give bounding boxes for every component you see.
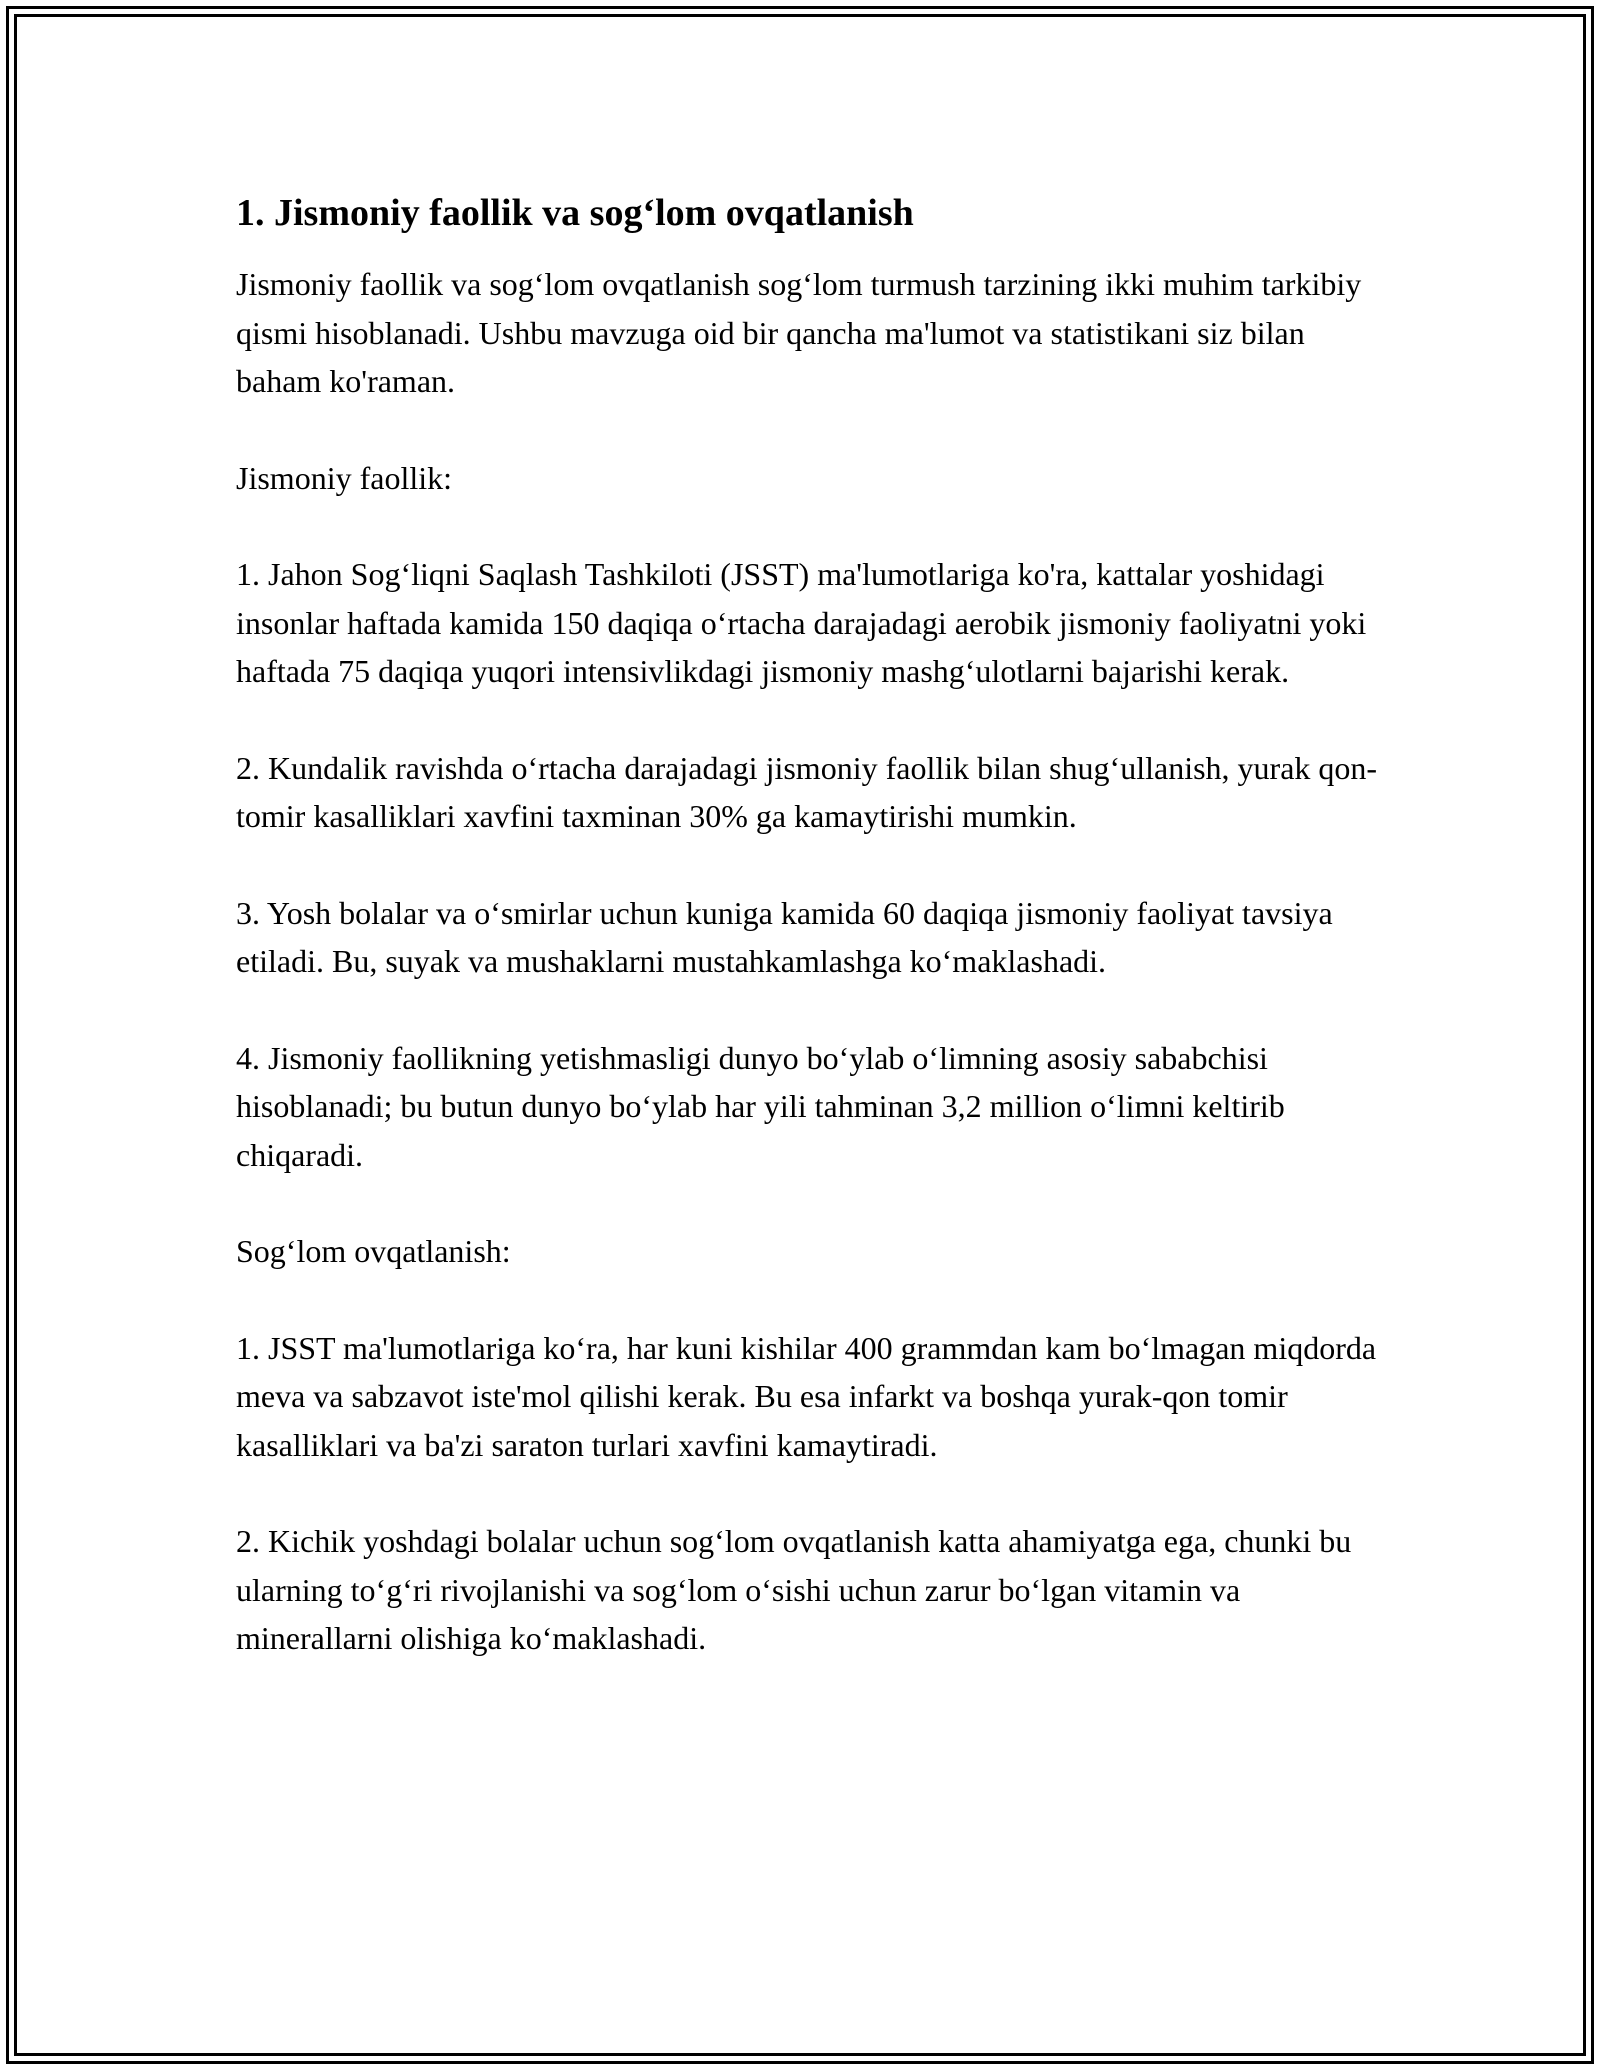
physical-activity-item-2: 2. Kundalik ravishda o‘rtacha darajadagi jismoniy faollik bilan shug‘ullanish, yurak qon-tomir kasalliklari xavfini taxminan 30% ga kamaytirishi mumkin. (236, 749, 1378, 834)
physical-activity-heading: Jismoniy faollik: (236, 459, 452, 496)
healthy-eating-item-1: 1. JSST ma'lumotlariga ko‘ra, har kuni kishilar 400 grammdan kam bo‘lmagan miqdorda meva va sabzavot iste'mol qilishi kerak. Bu esa infarkt va boshqa yurak-qon tomir kasalliklari va ba'zi saraton turlari xavfini kamaytiradi. (236, 1329, 1377, 1463)
physical-activity-item-3: 3. Yosh bolalar va o‘smirlar uchun kuniga kamida 60 daqiqa jismoniy faoliyat tavsiya etiladi. Bu, suyak va mushaklarni mustahkamlashga ko‘maklashadi. (236, 894, 1333, 979)
document-title: 1. Jismoniy faollik va sog‘lom ovqatlanish (236, 192, 914, 234)
intro-paragraph: Jismoniy faollik va sog‘lom ovqatlanish sog‘lom turmush tarzining ikki muhim tarkibiy qismi hisoblanadi. Ushbu mavzuga oid bir qancha ma'lumot va statistikani siz bilan baham ko'raman. (236, 266, 1362, 399)
healthy-eating-heading: Sog‘lom ovqatlanish: (236, 1233, 511, 1269)
healthy-eating-item-2: 2. Kichik yoshdagi bolalar uchun sog‘lom ovqatlanish katta ahamiyatga ega, chunki bu ularning to‘g‘ri rivojlanishi va sog‘lom o‘sishi uchun zarur bo‘lgan vitamin va minerallarni olishiga ko‘maklashadi. (236, 1523, 1352, 1656)
physical-activity-item-4: 4. Jismoniy faollikning yetishmasligi dunyo bo‘ylab o‘limning asosiy sababchisi hisoblanadi; bu butun dunyo bo‘ylab har yili tahminan 3,2 million o‘limni keltirib chiqaradi. (236, 1039, 1285, 1173)
document-body (236, 188, 1396, 1711)
physical-activity-item-1: 1. Jahon Sog‘liqni Saqlash Tashkiloti (JSST) ma'lumotlariga ko'ra, kattalar yoshidagi insonlar haftada kamida 150 daqiqa o‘rtacha darajadagi aerobik jismoniy faoliyatni yoki haftada 75 daqiqa yuqori intensivlikdagi jismoniy mashg‘ulotlarni bajarishi kerak. (236, 556, 1367, 689)
